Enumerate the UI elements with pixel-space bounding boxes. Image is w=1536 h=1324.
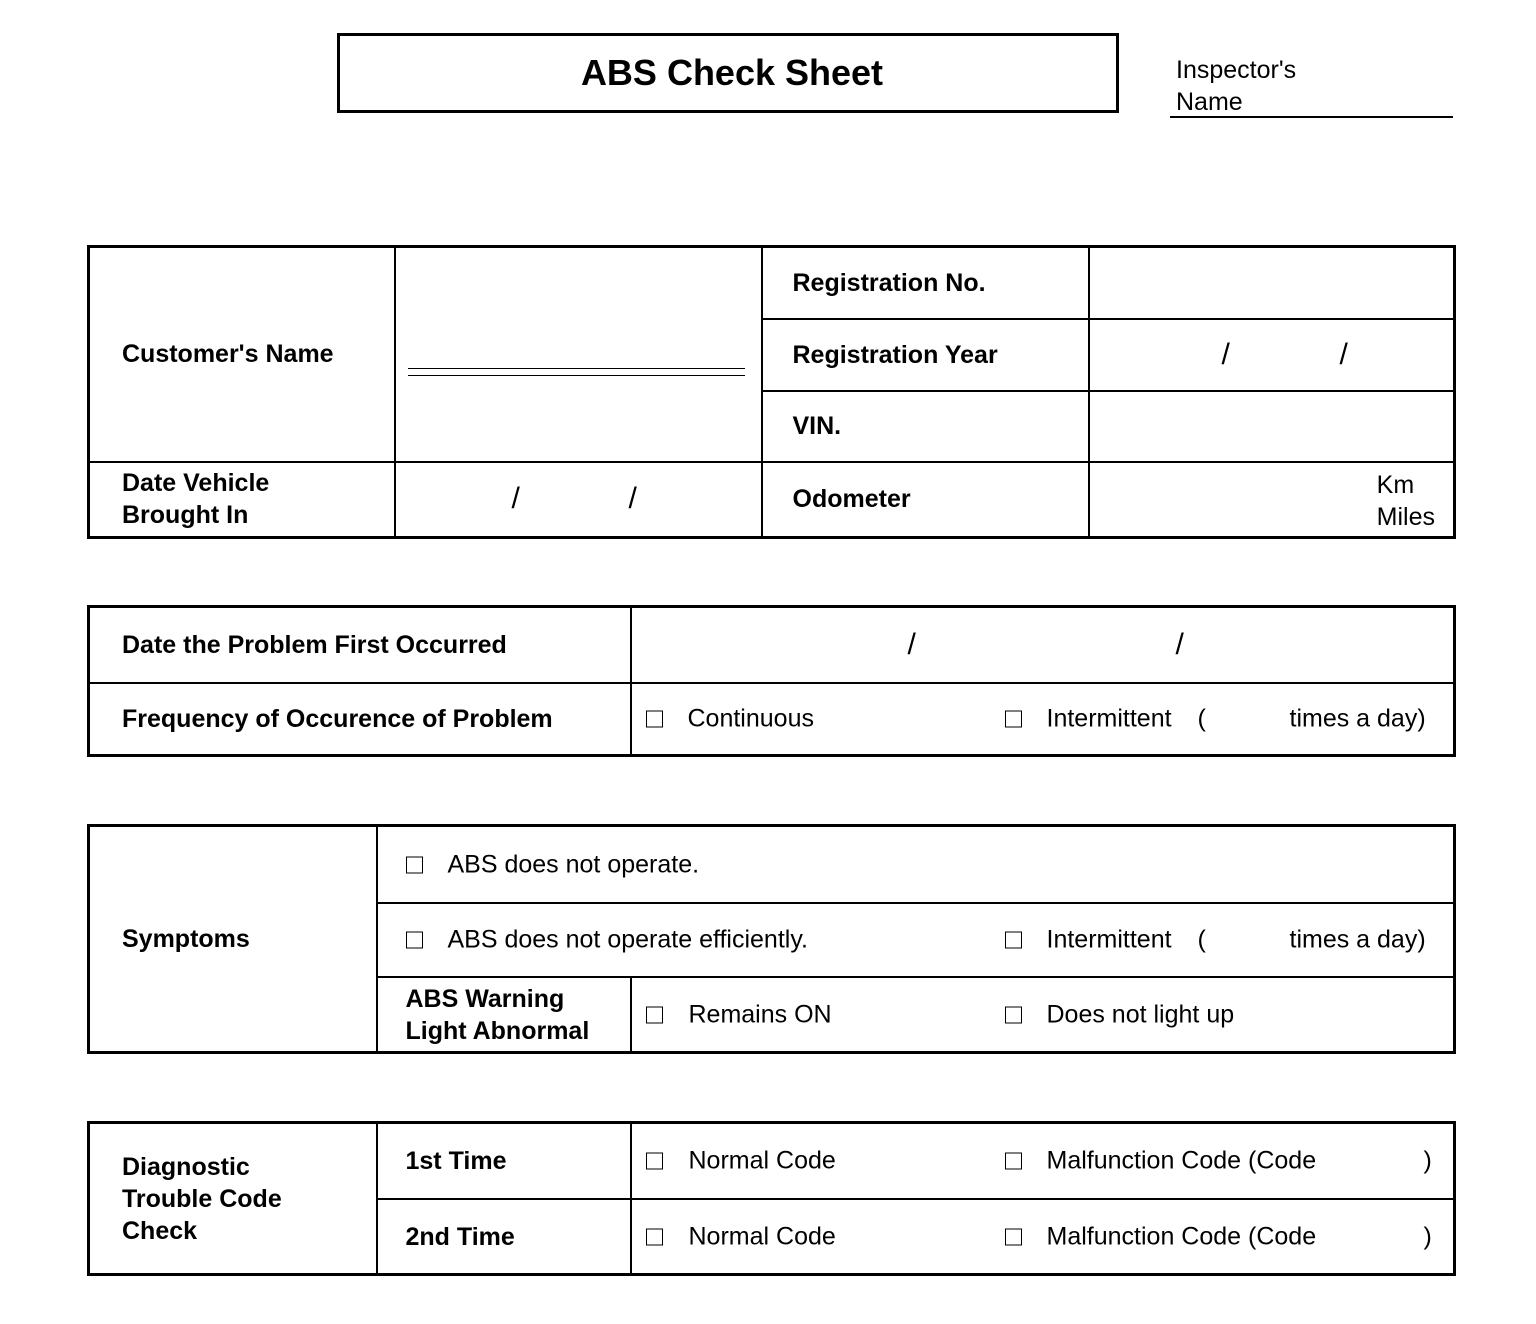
symptom-intermittent-label: Intermittent — [1046, 925, 1172, 954]
close-paren: ) — [1423, 1222, 1432, 1250]
registration-year-field[interactable] — [1089, 319, 1455, 391]
date-separator: / — [1175, 628, 1184, 661]
date-separator: / — [511, 482, 520, 516]
warning-light-label: ABS Warning Light Abnormal — [377, 977, 631, 1053]
first-normal-code-label: Normal Code — [688, 1146, 836, 1175]
remains-on-checkbox[interactable] — [646, 1006, 663, 1023]
symptoms-table — [87, 824, 1456, 1054]
title-box — [337, 33, 1119, 113]
customer-name-label: Customer's Name — [89, 247, 395, 462]
does-not-light-checkbox[interactable] — [1005, 1006, 1022, 1023]
second-malfunction-code-checkbox[interactable] — [1005, 1228, 1022, 1245]
second-normal-code-label: Normal Code — [688, 1222, 836, 1250]
first-malfunction-code-label: Malfunction Code (Code — [1046, 1146, 1317, 1175]
odometer-label: Odometer — [762, 462, 1089, 538]
date-separator: / — [907, 628, 916, 661]
vin-label: VIN. — [762, 391, 1089, 462]
not-operate-row — [377, 826, 1455, 904]
not-efficient-row — [377, 903, 1455, 977]
continuous-label: Continuous — [687, 704, 814, 733]
first-occurred-field[interactable] — [631, 607, 1455, 684]
remains-on-label: Remains ON — [688, 1000, 832, 1028]
customer-name-underline — [408, 368, 745, 376]
unit-miles: Miles — [1376, 503, 1435, 532]
problem-table — [87, 605, 1456, 757]
registration-year-label: Registration Year — [762, 319, 1089, 391]
second-malfunction-code-label: Malfunction Code (Code — [1046, 1222, 1317, 1250]
odometer-field[interactable] — [1089, 462, 1455, 538]
times-a-day-label: times a day) — [1289, 704, 1426, 733]
date-separator: / — [628, 482, 637, 516]
frequency-label: Frequency of Occurence of Problem — [89, 683, 631, 756]
odometer-units — [1377, 469, 1435, 533]
inspector-name-label: Inspector's Name — [1176, 56, 1297, 116]
registration-no-field[interactable] — [1089, 247, 1455, 319]
page-title: ABS Check Sheet — [580, 52, 884, 93]
second-normal-code-checkbox[interactable] — [646, 1228, 663, 1245]
dtc-label: Diagnostic Trouble Code Check — [89, 1123, 377, 1275]
customer-name-field[interactable] — [395, 247, 762, 462]
date-separator: / — [1339, 337, 1348, 371]
not-operate-checkbox[interactable] — [406, 856, 423, 873]
vehicle-info-table — [87, 245, 1456, 539]
warning-light-options — [631, 977, 1455, 1053]
close-paren: ) — [1423, 1146, 1432, 1175]
first-malfunction-code-checkbox[interactable] — [1005, 1153, 1022, 1170]
unit-km: Km — [1376, 471, 1415, 500]
dtc-table — [87, 1121, 1456, 1276]
symptom-intermittent-checkbox[interactable] — [1005, 932, 1022, 949]
open-paren: ( — [1197, 925, 1206, 954]
open-paren: ( — [1197, 704, 1206, 733]
not-efficient-checkbox[interactable] — [406, 932, 423, 949]
intermittent-checkbox[interactable] — [1005, 711, 1022, 728]
inspector-name-field[interactable] — [1170, 116, 1453, 118]
does-not-light-label: Does not light up — [1046, 1000, 1235, 1028]
date-brought-in-field[interactable] — [395, 462, 762, 538]
first-occurred-label: Date the Problem First Occurred — [89, 607, 631, 684]
first-time-options — [631, 1123, 1455, 1200]
continuous-checkbox[interactable] — [646, 711, 663, 728]
first-normal-code-checkbox[interactable] — [646, 1153, 663, 1170]
date-brought-in-label: Date Vehicle Brought In — [89, 462, 395, 538]
vin-field[interactable] — [1089, 391, 1455, 462]
second-time-options — [631, 1199, 1455, 1275]
registration-no-label: Registration No. — [762, 247, 1089, 319]
times-a-day-label: times a day) — [1289, 925, 1426, 954]
not-operate-label: ABS does not operate. — [447, 850, 700, 878]
date-separator: / — [1221, 337, 1230, 371]
first-time-label: 1st Time — [377, 1123, 631, 1200]
not-efficient-label: ABS does not operate efficiently. — [447, 925, 808, 954]
symptoms-label: Symptoms — [89, 826, 377, 1053]
second-time-label: 2nd Time — [377, 1199, 631, 1275]
intermittent-label: Intermittent — [1046, 704, 1172, 733]
frequency-options — [631, 683, 1455, 756]
